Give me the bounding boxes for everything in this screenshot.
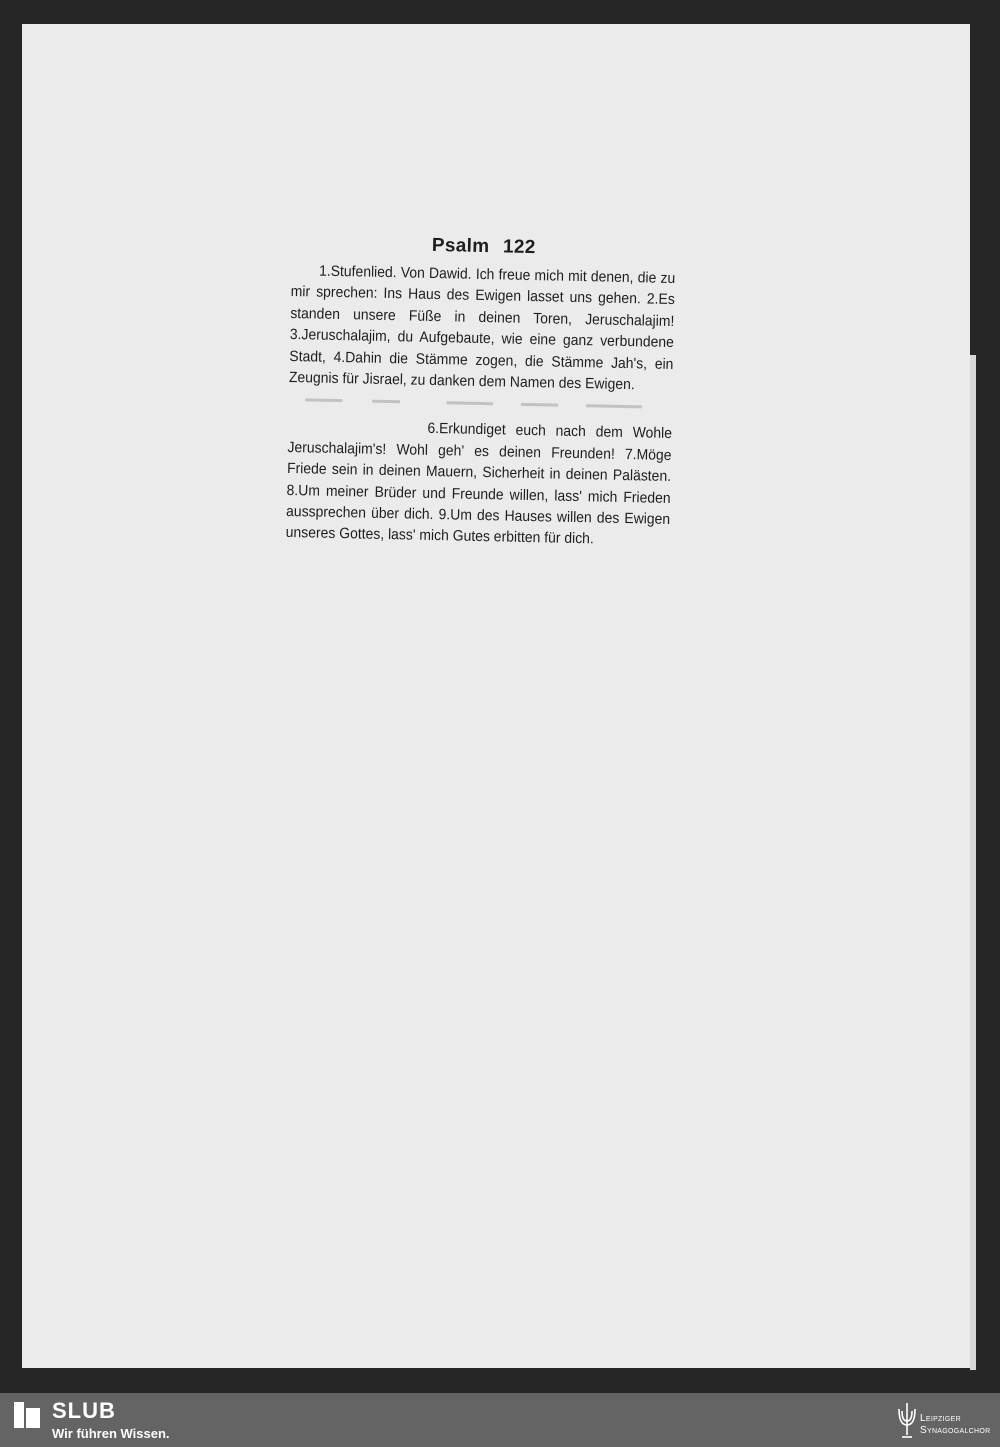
paragraph-2: 6.Erkundiget euch nach dem Wohle Jeruschalajim's! Wohl geh' es deinen Freunden! 7.Möge Friede sein in deinen Mauern, Sicherheit in deinen Palästen. 8.Um meiner Brüder und Freunde willen, lass' mich Frieden aussprechen über dich. 9.Um des Hauses willen des Ewigen unseres Gottes, lass' mich Gutes erbitten für dich. [285, 420, 673, 548]
partner-name [920, 1413, 990, 1437]
psalm-body [285, 260, 675, 552]
paper-edge [970, 355, 976, 1370]
slub-logo-icon [14, 1402, 40, 1428]
title-number: 122 [502, 236, 536, 259]
partner-line-2: Synagogalchor [920, 1425, 991, 1436]
footer-bar [0, 1393, 1000, 1447]
slub-tagline: Wir führen Wissen. [52, 1426, 170, 1441]
paper-sheet [22, 24, 970, 1368]
partner-line-1: Leipziger [920, 1413, 961, 1424]
slub-brand: SLUB [52, 1398, 116, 1423]
paragraph-1: 1.Stufenlied. Von Dawid. Ich freue mich mit denen, die zu mir sprechen: Ins Haus des Ewigen lasset uns gehen. 2.Es standen unsere Füße in deinen Toren, Jeruschalajim! 3.Jeruschalajim, du Aufgebaute, wie eine ganz verbundene Stadt, 4.Dahin die Stämme zogen, die Stämme Jah's, ein Zeugnis für Jisrael, zu danken dem Namen des Ewigen. [288, 262, 676, 394]
psalm-text-block [285, 232, 675, 552]
title-word: Psalm [431, 234, 490, 258]
menorah-icon [896, 1399, 918, 1441]
